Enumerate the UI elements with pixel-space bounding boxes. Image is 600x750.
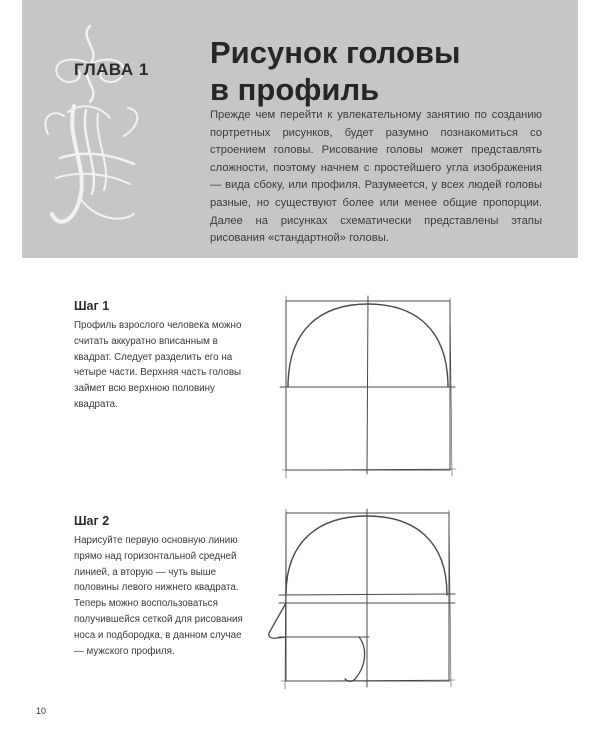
step-2-title: Шаг 2 — [74, 514, 110, 528]
page-number: 10 — [36, 706, 47, 716]
step-1-head-sketch — [262, 294, 472, 489]
nose-shape — [269, 603, 286, 638]
decorative-flourish-icon — [30, 18, 150, 248]
step-1-text: Профиль взрослого человека можно считать аккуратно вписанным в квадрат. Следует разделить его на четыре части. Верхняя часть головы займет всю верхнюю половину квадрата. — [74, 320, 242, 410]
first-guideline — [279, 594, 455, 595]
step-2-text: Нарисуйте первую основную линию прямо над горизонтальной средней линией, а вторую — чуть выше половины левого нижнего квадрата. Теперь можно воспользоваться получившейся сеткой для рисования носа и подбородка, в данном случае — мужского профиля. — [74, 535, 243, 657]
page-title-line-1: Рисунок головы — [210, 35, 461, 70]
grid-vertical-midline — [367, 296, 368, 474]
page-title — [210, 34, 550, 108]
chapter-label: ГЛАВА 1 — [74, 60, 149, 79]
step-1-title: Шаг 1 — [74, 299, 110, 313]
intro-paragraph: Прежде чем перейти к увлекательному занятию по созданию портретных рисунков, будет разумно познакомиться со строением головы. Рисование головы может представлять сложности, поэтому начнем с простейшего угла изображения — вида сбоку, или профиля. Разумеется, у всех людей головы разные, но существуют более или менее общие пропорции. Далее на рисунках схематически представлены этапы рисования «стандартной» головы. — [210, 109, 542, 245]
step-2-head-sketch — [255, 507, 472, 699]
chin-jaw-shape — [345, 637, 365, 681]
page-title-line-2: в профиль — [210, 72, 380, 107]
